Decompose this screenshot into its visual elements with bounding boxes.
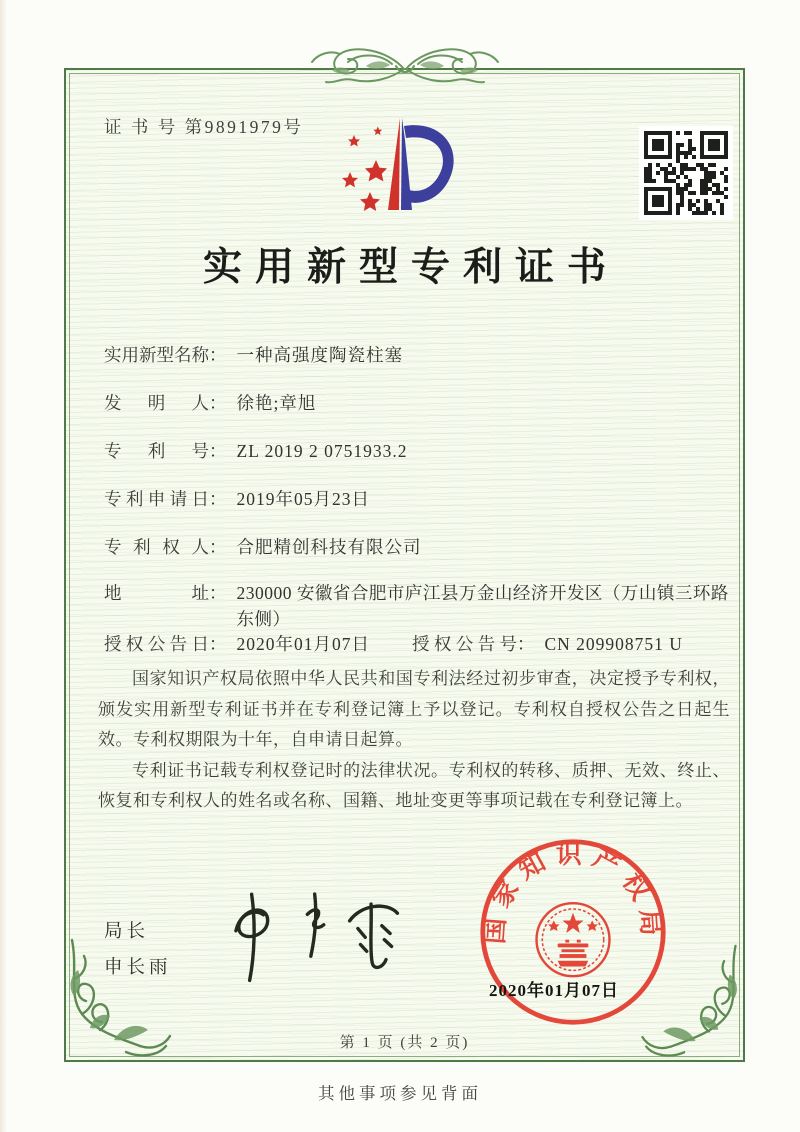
field-colon: ： [209,345,227,365]
field-colon: ： [209,393,227,413]
field-row-name [104,342,403,368]
page-indicator: 第 1 页 (共 2 页) [339,1035,470,1051]
seal-date: 2020年01月07日 [489,981,619,1000]
field-value: 230000 安徽省合肥市庐江县万金山经济开发区（万山镇三环路东侧） [236,583,729,630]
field-label: 专利权人 [104,537,209,557]
qr-code [639,126,733,220]
field-row-address [104,580,742,633]
officer-title: 局长 [104,922,150,942]
field-value: 一种高强度陶瓷柱塞 [236,345,403,365]
field-colon: ： [517,634,535,654]
field-row-filing-date [104,486,370,512]
field-label: 地址 [104,583,209,603]
field-label: 授权公告日 [104,634,209,654]
field-label: 专利申请日 [104,489,209,509]
field-value: ZL 2019 2 0751933.2 [236,441,408,461]
field-row-patentee [104,534,422,560]
scan-edge [0,0,7,1132]
field-colon: ： [209,634,227,654]
signature-icon [212,880,422,985]
field-label: 专利号 [104,441,209,461]
back-note: 其他事项参见背面 [318,1084,482,1103]
field-label: 发明人 [104,393,209,413]
legal-text [98,664,730,817]
officer-name: 申长雨 [104,958,172,978]
field-label: 授权公告号 [412,634,517,654]
certificate-title: 实用新型专利证书 [202,246,619,289]
field-colon: ： [209,489,227,509]
field-row-patent-no [104,438,407,464]
field-colon: ： [209,537,227,557]
field-colon: ： [209,441,227,461]
field-row-inventor [104,390,316,416]
legal-paragraph-2: 专利证书记载专利权登记时的法律状况。专利权的转移、质押、无效、终止、恢复和专利权人的姓名或名称、国籍、地址变更等事项记载在专利登记簿上。 [98,760,730,811]
certificate-number: 证 书 号 第9891979号 [104,117,304,137]
field-colon: ： [209,583,227,603]
field-value: 2019年05月23日 [236,489,370,509]
cnipa-logo-icon [336,110,466,220]
grant-number-value: CN 209908751 U [544,634,683,654]
svg-text:国家知识产权局 [480,840,666,945]
grant-date-value: 2020年01月07日 [236,634,370,654]
field-label: 实用新型名称 [104,345,209,365]
field-value: 徐艳;章旭 [236,393,317,413]
field-row-grant [104,631,683,657]
legal-paragraph-1: 国家知识产权局依照中华人民共和国专利法经过初步审查，决定授予专利权，颁发实用新型专利证书并在专利登记簿上予以登记。专利权自授权公告之日起生效。专利权期限为十年，自申请日起算。 [98,669,730,750]
seal-text: 国家知识产权局 [479,839,667,945]
field-value: 合肥精创科技有限公司 [236,537,422,557]
